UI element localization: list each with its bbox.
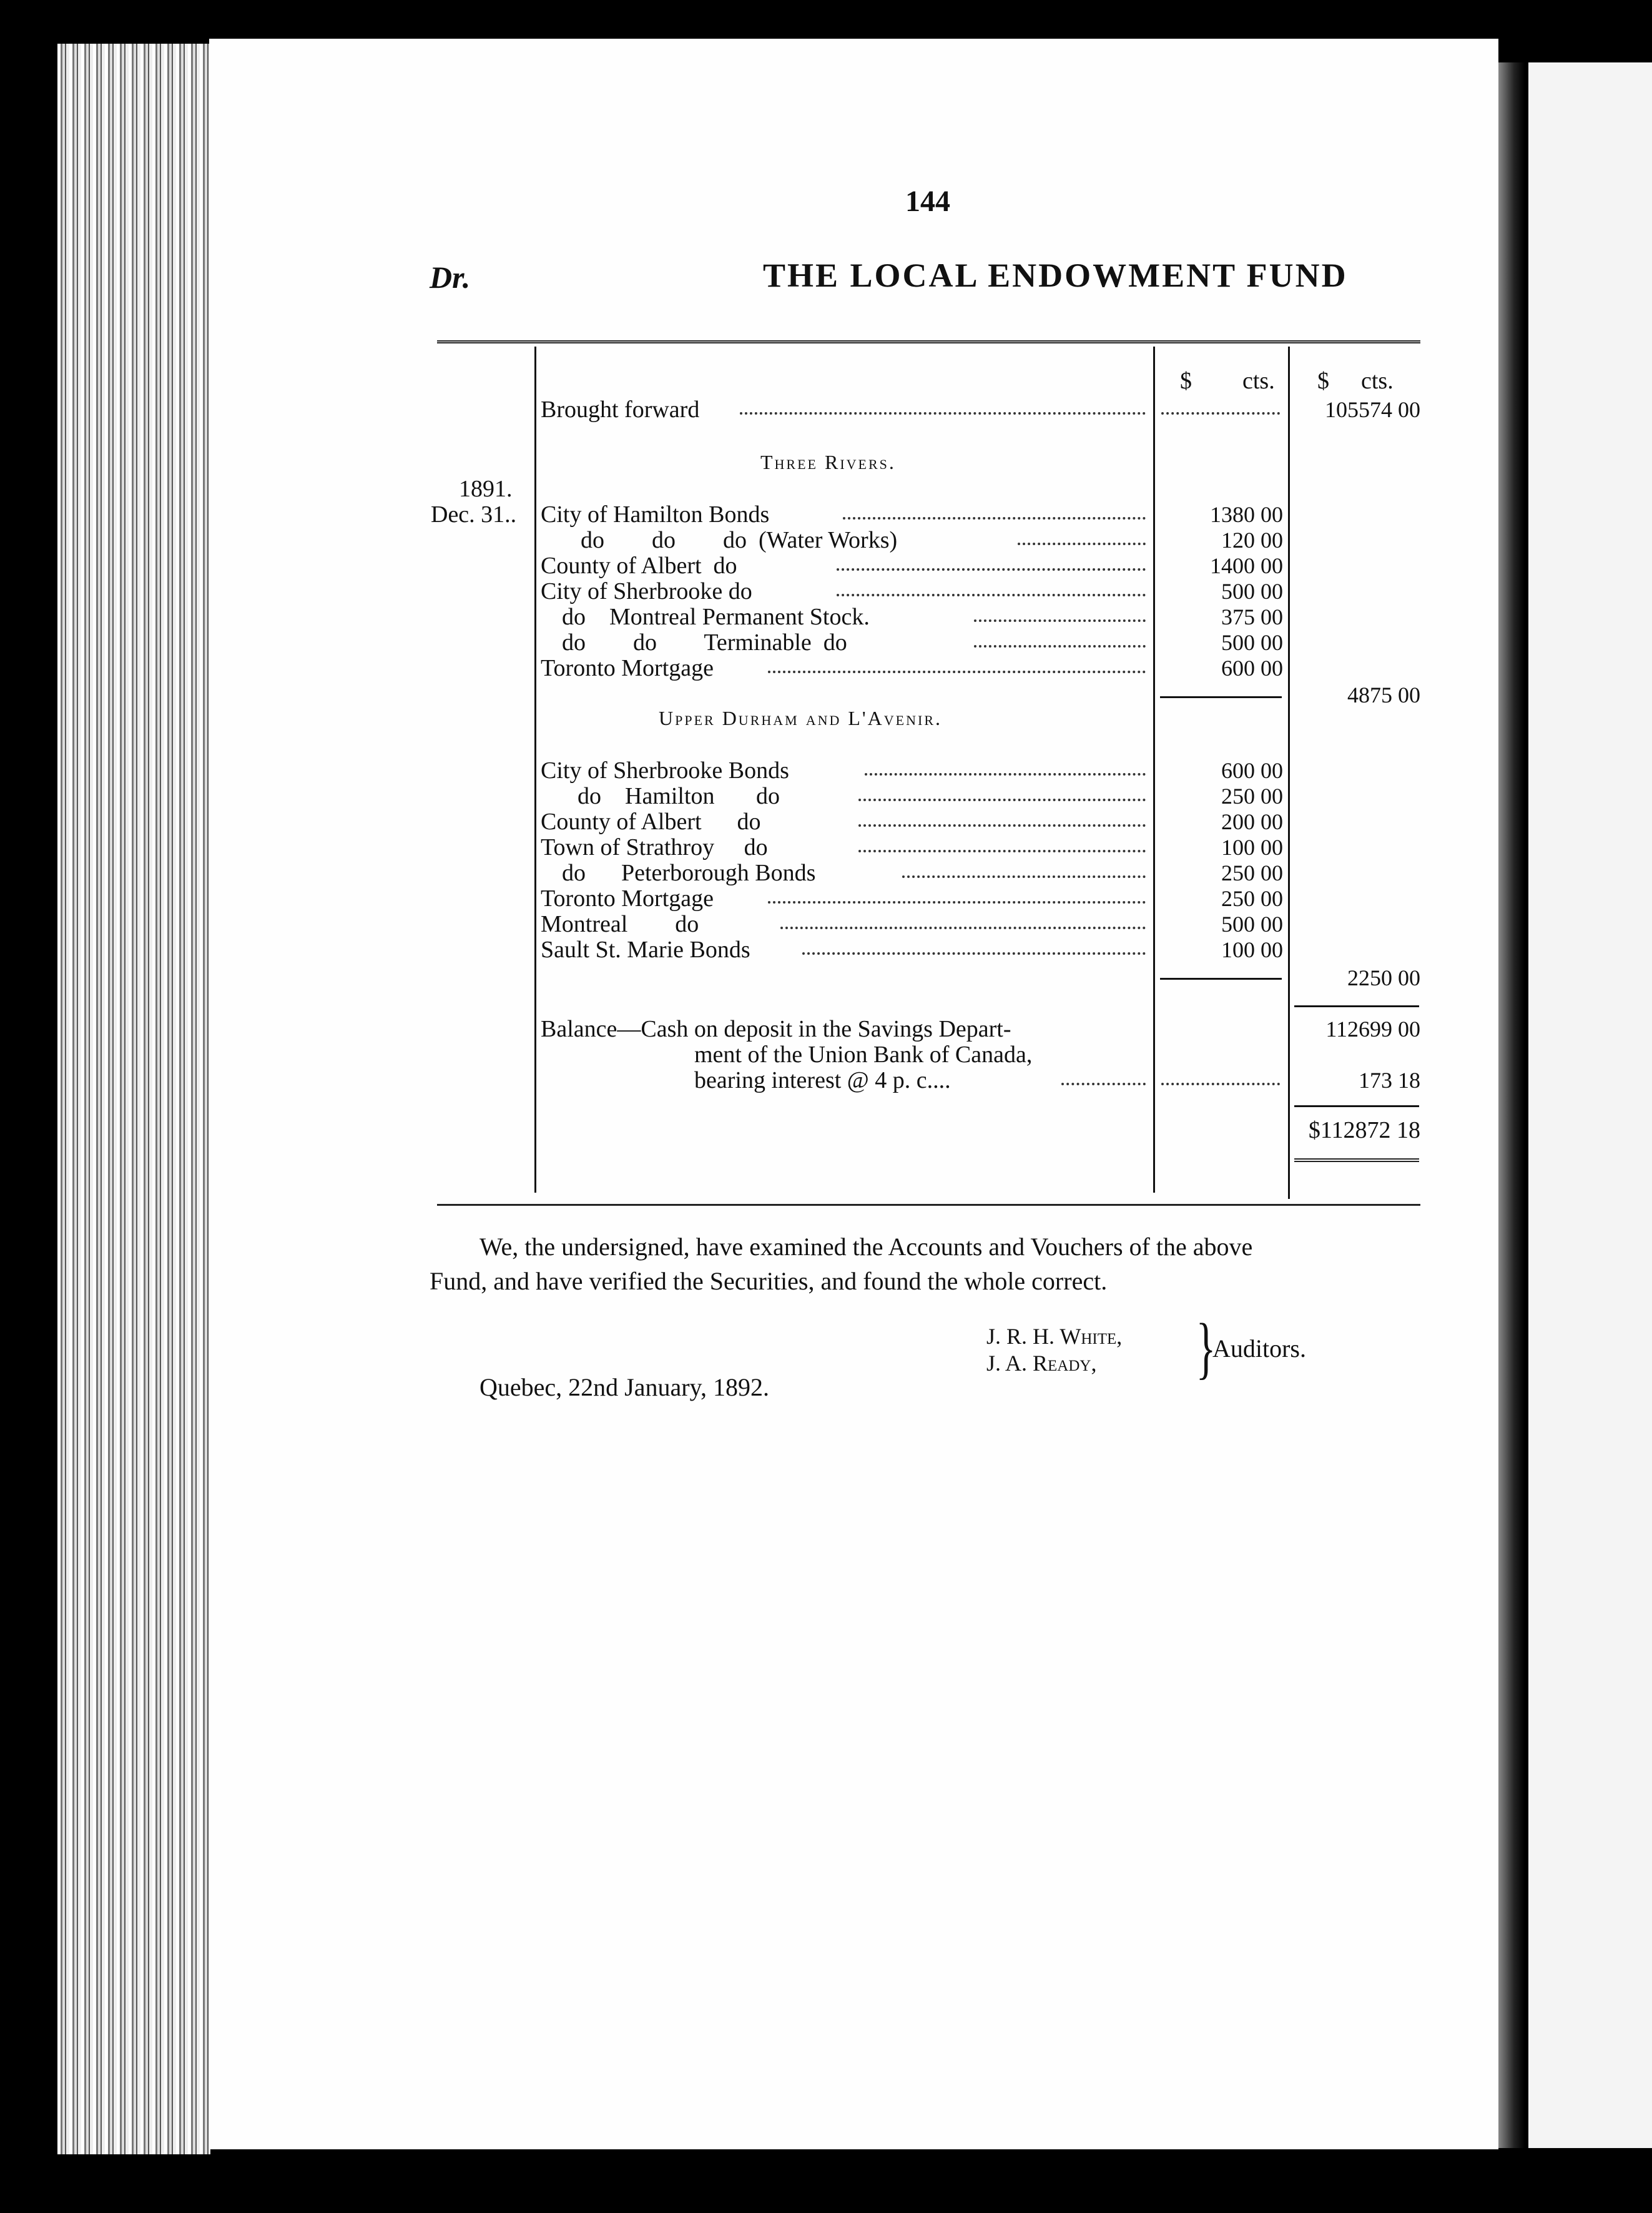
ledger-item: do do Terminable do [562,629,847,656]
leader-dots [740,412,1146,415]
leader-dots [902,875,1146,878]
leader-dots [974,619,1146,622]
ledger-col1-divider [1153,347,1155,1193]
grand-total-double-rule [1294,1158,1419,1162]
ledger-amount: 200 00 [1221,809,1283,834]
grand-total: $112872 18 [1308,1117,1420,1143]
ledger-item: Montreal do [541,911,699,937]
running-subtotal: 112699 00 [1325,1017,1420,1042]
leader-dots [802,952,1146,955]
ledger-bottom-rule [437,1204,1420,1206]
leader-dots [843,517,1146,520]
page-gutter [1498,62,1525,2148]
section-heading-upper-durham: Upper Durham and L'Avenir. [659,707,942,729]
ledger-item: Sault St. Marie Bonds [541,937,750,963]
leader-dots [1061,1083,1146,1085]
subtotal-rule [1160,696,1282,698]
ledger-amount: 250 00 [1221,784,1283,809]
ledger-amount: 250 00 [1221,886,1283,911]
section-total-three-rivers: 4875 00 [1347,683,1420,707]
leader-dots [865,773,1146,776]
leader-dots [974,645,1146,648]
subtotal-rule [1160,978,1282,980]
section-total-upper-durham: 2250 00 [1347,965,1420,990]
ledger-amount: 600 00 [1221,656,1283,681]
ledger-amount: 500 00 [1221,630,1283,655]
page-number: 144 [905,185,950,218]
leader-dots [1161,412,1280,415]
auditors-brace: } [1196,1309,1216,1386]
ledger-item: Toronto Mortgage [541,655,714,681]
balance-line-2: ment of the Union Bank of Canada, [694,1042,1033,1068]
ledger-amount: 120 00 [1221,528,1283,553]
auditor-name-1: J. R. H. White, [986,1324,1123,1349]
ledger-item: do Hamilton do [578,783,780,809]
leader-dots [1161,1083,1280,1085]
fund-title: THE LOCAL ENDOWMENT FUND [763,257,1348,294]
ledger-item: City of Sherbrooke do [541,578,752,604]
leader-dots [858,799,1146,801]
facing-page [1528,62,1652,2148]
ledger-amount: 100 00 [1221,937,1283,962]
auditor-name-2: J. A. Ready, [986,1351,1097,1376]
leader-dots [837,568,1146,571]
brought-forward-label: Brought forward [541,397,700,423]
subtotal-rule [1294,1005,1419,1007]
ledger-amount: 250 00 [1221,860,1283,885]
brought-forward-total: 105574 00 [1325,397,1420,422]
leader-dots [768,901,1146,904]
debit-side-label: Dr. [430,260,471,295]
leader-dots [837,594,1146,596]
place-and-date: Quebec, 22nd January, 1892. [479,1373,769,1401]
ledger-amount: 500 00 [1221,579,1283,604]
ledger-top-rule [437,340,1420,343]
leader-dots [780,927,1146,929]
ledger-date-divider [534,347,536,1193]
ledger-item: Town of Strathroy do [541,834,768,860]
entry-year: 1891. [459,476,513,502]
ledger-item: Toronto Mortgage [541,885,714,912]
certification-line-1: We, the undersigned, have examined the Accounts and Vouchers of the above [479,1233,1253,1261]
ledger-amount: 500 00 [1221,912,1283,937]
entry-date: Dec. 31.. [431,501,517,528]
balance-line-1: Balance—Cash on deposit in the Savings Depart- [541,1016,1011,1042]
balance-amount: 173 18 [1359,1068,1420,1093]
ledger-amount: 100 00 [1221,835,1283,860]
col1-dollar-header: $ [1180,368,1192,394]
balance-line-3: bearing interest @ 4 p. c.... [694,1067,951,1093]
book-page [209,39,1498,2149]
col1-cents-header: cts. [1242,368,1275,394]
certification-line-2: Fund, and have verified the Securities, and found the whole correct. [430,1267,1108,1295]
leader-dots [858,850,1146,852]
page-edges [57,44,210,2154]
ledger-item: County of Albert do [541,809,761,835]
ledger-item: City of Sherbrooke Bonds [541,757,789,784]
auditors-role: Auditors. [1212,1334,1306,1363]
ledger-item: do do do (Water Works) [581,527,898,553]
total-rule [1294,1105,1419,1107]
col2-cents-header: cts. [1361,368,1394,394]
ledger-amount: 1380 00 [1210,502,1283,527]
col2-dollar-header: $ [1317,368,1329,394]
ledger-item: do Peterborough Bonds [562,860,816,886]
section-heading-three-rivers: Three Rivers. [760,451,896,473]
leader-dots [1018,543,1146,545]
leader-dots [858,824,1146,827]
leader-dots [768,671,1146,673]
ledger-amount: 375 00 [1221,604,1283,629]
ledger-item: County of Albert do [541,553,737,579]
ledger-item: do Montreal Permanent Stock. [562,604,870,630]
ledger-amount: 1400 00 [1210,553,1283,578]
ledger-item: City of Hamilton Bonds [541,501,770,528]
ledger-amount: 600 00 [1221,758,1283,783]
